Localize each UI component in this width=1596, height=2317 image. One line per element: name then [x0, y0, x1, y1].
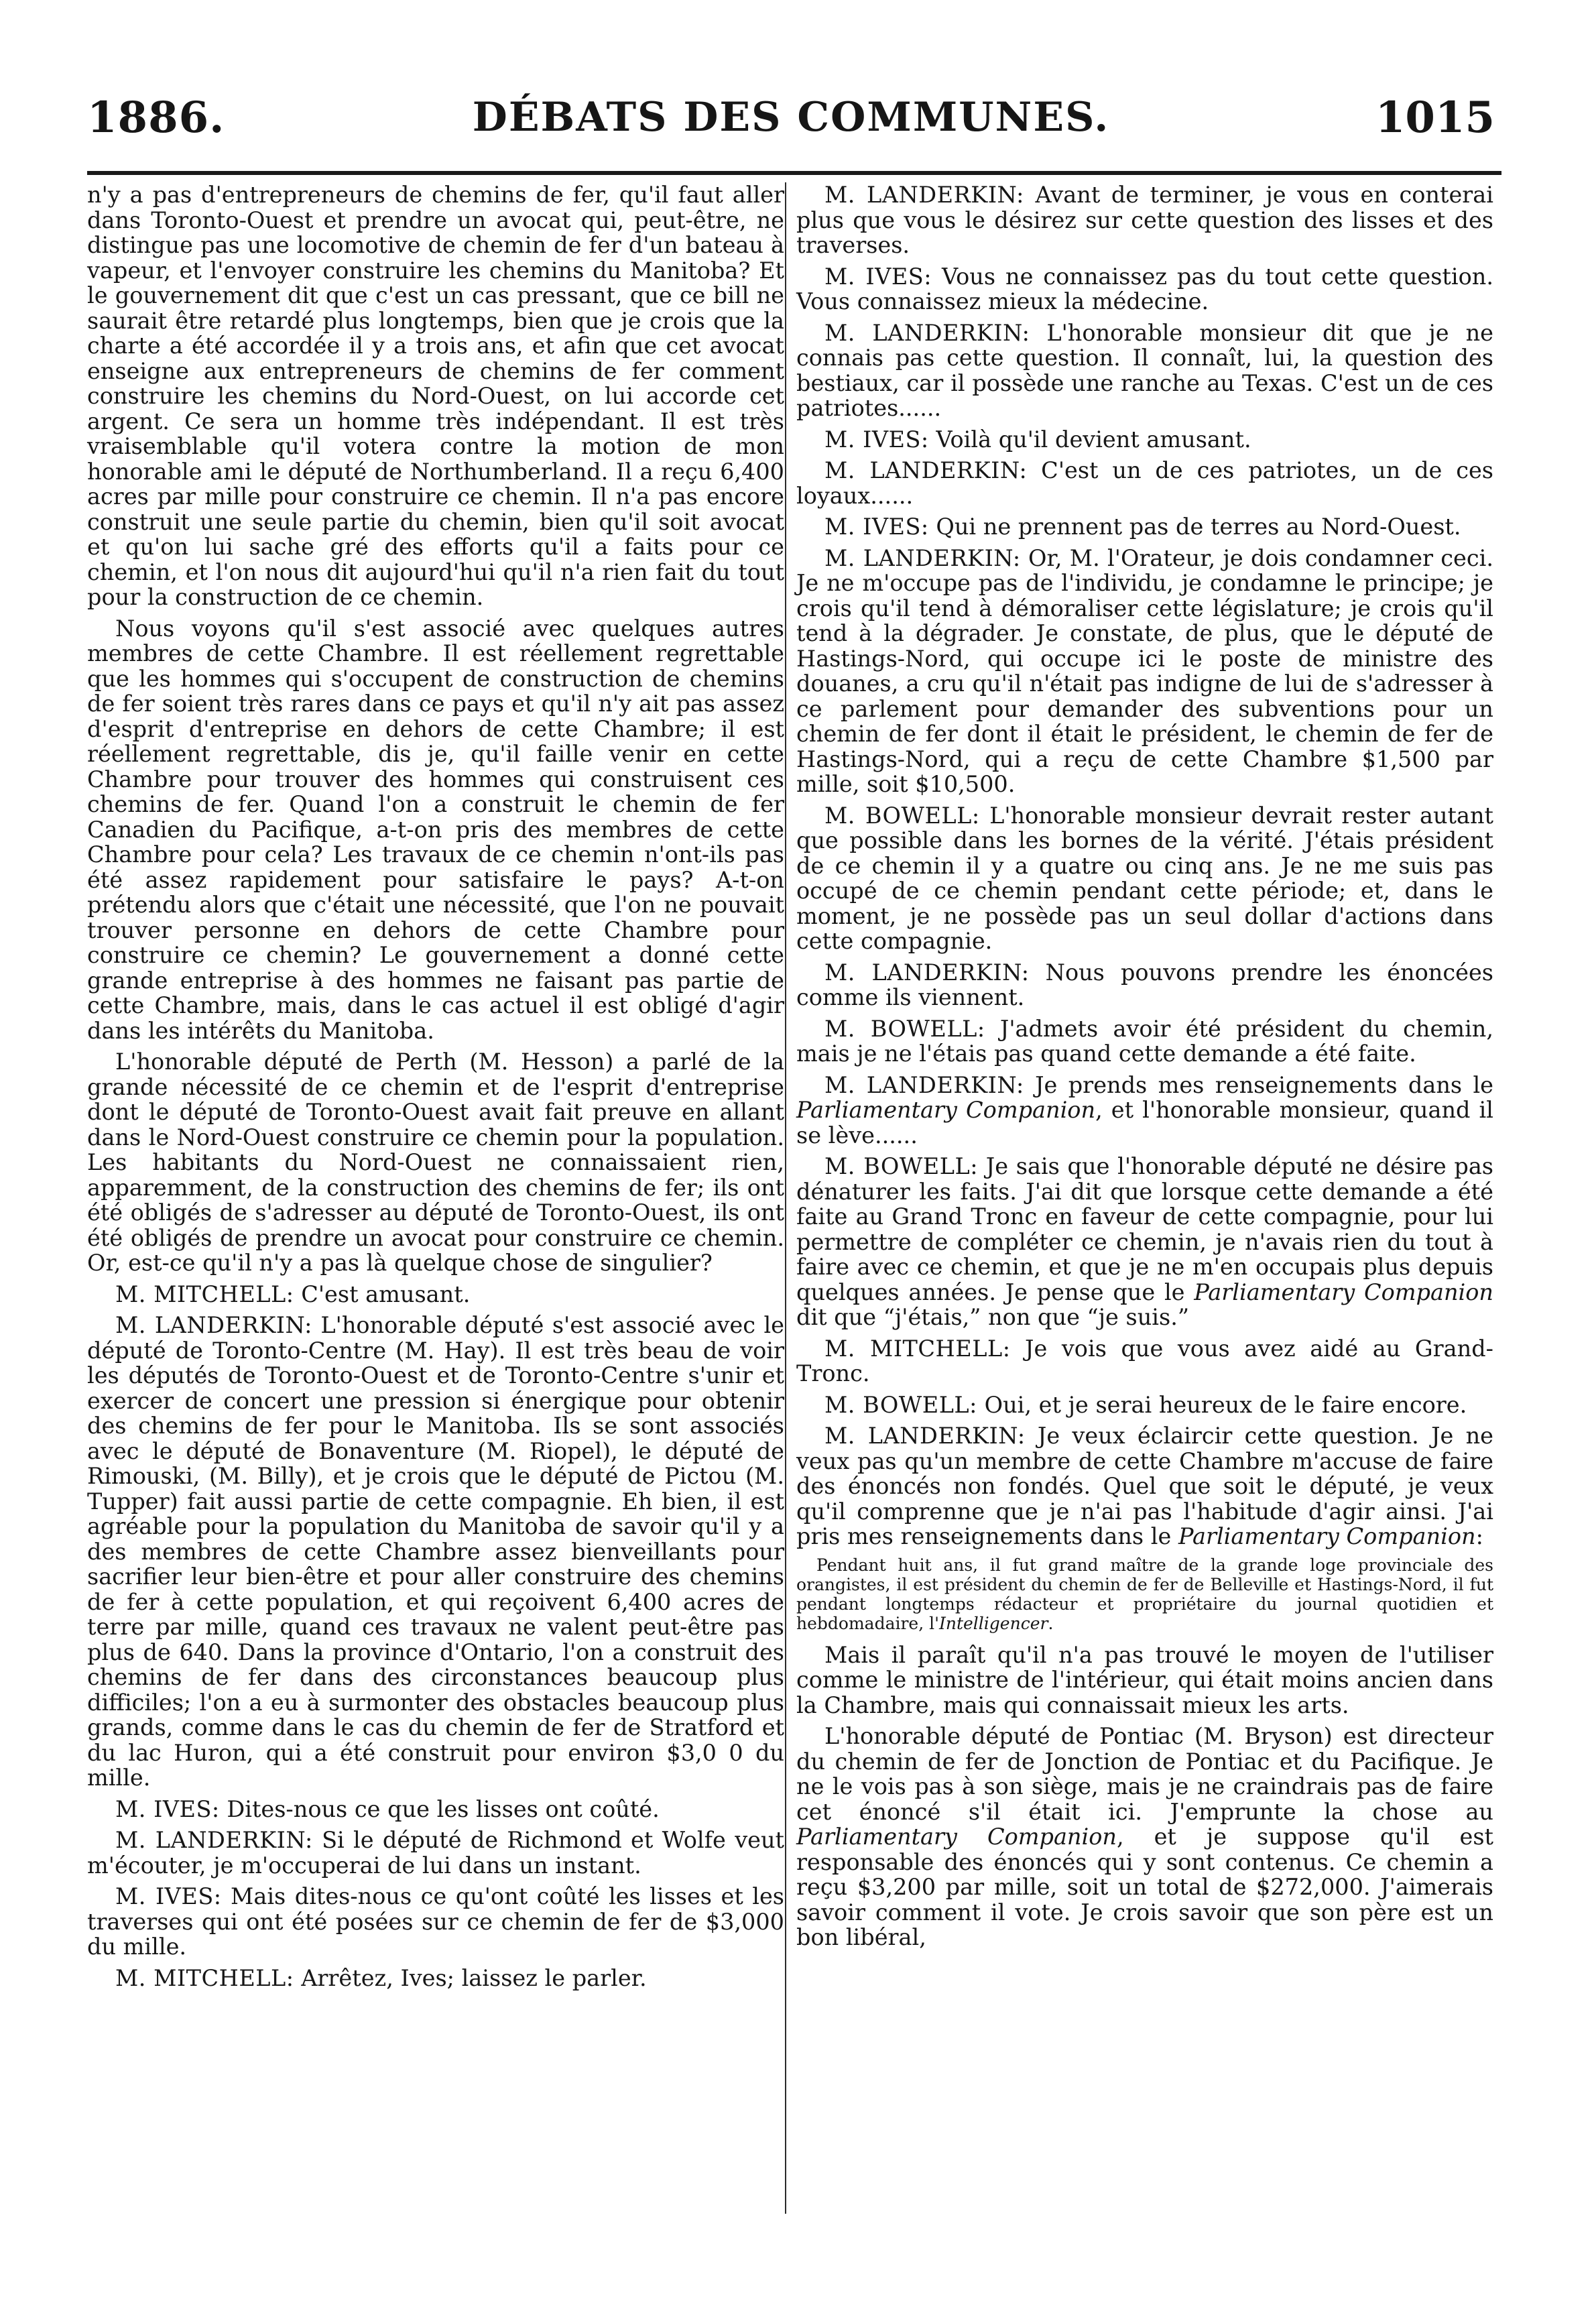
- paragraph-text: C'est amusant.: [294, 1281, 471, 1307]
- speech-paragraph: [796, 1154, 1493, 1330]
- speaker-name: M. LANDERKIN:: [115, 1312, 312, 1338]
- paragraph-text: Je veux éclaircir cette question. Je ne veux pas qu'un membre de cette Chambre m'accuse de faire des énoncés non fondés. Quel que soit le député, je veux qu'il comprenne que je n'ai pas l'habitude d'agir ainsi. J'ai pris mes renseignements dans le: [796, 1423, 1493, 1549]
- italic-title: Parliamentary Companion: [1194, 1279, 1493, 1305]
- italic-title: Parliamentary Companion: [796, 1824, 1117, 1850]
- speech-paragraph: [796, 182, 1493, 258]
- speaker-name: M. MITCHELL:: [115, 1964, 294, 1991]
- speech-paragraph: [796, 514, 1493, 540]
- speaker-name: M. IVES:: [824, 263, 932, 290]
- speaker-name: M. MITCHELL:: [115, 1281, 294, 1307]
- paragraph-text: C'est un de ces patriotes, un de ces loyaux......: [796, 457, 1493, 509]
- paragraph-text: Pendant huit ans, il fut grand maître de la grande loge provinciale des orangistes, il est président du chemin de fer de Belleville et Hastings-Nord, il fut pendant longtemps rédacteur et propriétaire du journal quotidien et hebdomadaire, l': [796, 1555, 1493, 1633]
- paragraph-text: L'honorable député s'est associé avec le député de Toronto-Centre (M. Hay). Il est très beau de voir les députés de Toronto-Ouest et de Toronto-Centre s'unir et exercer de concert une pression si énergique pour obtenir des chemins de fer pour le Manitoba. Ils se sont associés avec le député de Bonaventure (M. Riopel), le député de Rimouski, (M. Billy), et je crois que le député de Pictou (M. Tupper) fait aussi partie de cette compagnie. Eh bien, il est agréable pour la population du Manitoba de savoir qu'il y a des membres de cette Chambre assez bienveillants pour sacrifier leur bien-être et pour aller construire des chemins de fer à cette population, et qui reçoivent 6,400 acres de terre par mille, quand ces travaux ne valent peut-être pas plus de 640. Dans la province d'Ontario, l'on a construit des chemins de fer dans des circonstances beaucoup plus difficiles; l'on a eu à surmonter des obstacles beaucoup plus grands, comme dans le cas du chemin de fer de Stratford et du lac Huron, qui a été construit pour environ $3,0 0 du mille.: [87, 1312, 784, 1791]
- speaker-name: M. BOWELL:: [824, 1391, 977, 1418]
- speech-paragraph: [87, 1884, 784, 1960]
- speech-paragraph: [796, 546, 1493, 797]
- speech-paragraph: [796, 458, 1493, 508]
- text-paragraph: [796, 1724, 1493, 1950]
- paragraph-text: Avant de terminer, je vous en conterai plus que vous le désirez sur cette question des lisses et des traverses.: [796, 182, 1493, 258]
- paragraph-text: Oui, et je serai heureux de le faire encore.: [977, 1391, 1467, 1418]
- header-page-number: 1015: [1375, 93, 1495, 143]
- paragraph-text: L'honorable député de Perth (M. Hesson) a parlé de la grande nécessité de ce chemin et de l'esprit d'entreprise dont le député de Toronto-Ouest avait fait preuve en allant dans le Nord-Ouest construire ce chemin pour la population. Les habitants du Nord-Ouest ne connaissaient rien, apparemment, de la construction des chemins de fer; ils ont été obligés de s'adresser au député de Toronto-Ouest, ils ont été obligés de prendre un avocat pour construire ce chemin. Or, est-ce qu'il n'y a pas là quelque chose de singulier?: [87, 1049, 784, 1276]
- paragraph-text: J'admets avoir été président du chemin, mais je ne l'étais pas quand cette demande a été faite.: [796, 1015, 1494, 1067]
- header-year: 1886.: [87, 93, 225, 143]
- speaker-name: M. LANDERKIN:: [824, 544, 1021, 571]
- paragraph-text-continued: , et je suppose qu'il est responsable des énoncés qui y sont contenus. Ce chemin a reçu $3,200 par mille, soit un total de $272,000. J'aimerais savoir comment il vote. Je crois savoir que son père est un bon libéral,: [796, 1824, 1493, 1950]
- speech-paragraph: [796, 427, 1493, 453]
- text-paragraph: [87, 616, 784, 1044]
- paragraph-text: Voilà qu'il devient amusant.: [928, 426, 1251, 453]
- speaker-name: M. BOWELL:: [824, 1153, 979, 1179]
- paragraph-text: Qui ne prennent pas de terres au Nord-Ouest.: [928, 514, 1461, 540]
- paragraph-text-continued: :: [1475, 1523, 1483, 1549]
- paragraph-text: L'honorable monsieur dit que je ne connais pas cette question. Il connaît, lui, la question des bestiaux, car il possède une ranche au Texas. C'est un de ces patriotes......: [796, 319, 1493, 421]
- paragraph-text: Je sais que l'honorable député ne désire pas dénaturer les faits. J'ai dit que lorsque cette demande a été faite au Grand Tronc en faveur de cette compagnie, pour lui permettre de compléter ce chemin, je n'avais rien du tout à faire avec ce chemin, et que je ne m'en occupais plus depuis quelques années. Je pense que le: [796, 1153, 1493, 1305]
- speaker-name: M. LANDERKIN:: [824, 319, 1030, 346]
- header-title: DÉBATS DES COMMUNES.: [472, 94, 1110, 141]
- speech-paragraph: [796, 1016, 1493, 1067]
- italic-title: Intelligencer: [938, 1613, 1048, 1633]
- paragraph-text: Or, M. l'Orateur, je dois condamner ceci. Je ne m'occupe pas de l'individu, je condamne le principe; je crois qu'il tend à démoraliser cette législature; je crois qu'il tend à la dégrader. Je constate, de plus, que le député de Hastings-Nord, qui occupe ici le poste de ministre des douanes, a cru qu'il n'était pas indigne de lui de s'adresser à ce parlement pour demander des subventions pour un chemin de fer dont il était le président, le chemin de fer de Hastings-Nord, qui a reçu de cette Chambre $1,500 par mille, soit $10,500.: [796, 544, 1494, 797]
- italic-title: Parliamentary Companion: [1178, 1523, 1476, 1549]
- paragraph-text: Vous ne connaissez pas du tout cette question. Vous connaissez mieux la médecine.: [796, 263, 1493, 314]
- paragraph-text-continued: , et l'honorable monsieur, quand il se lève......: [796, 1097, 1493, 1148]
- paragraph-text: n'y a pas d'entrepreneurs de chemins de fer, qu'il faut aller dans Toronto-Ouest et prendre un avocat qui, peut-être, ne distingue pas une locomotive de chemin de fer d'un bateau à vapeur, et l'envoyer construire les chemins du Manitoba? Et le gouvernement dit que c'est un cas pressant, que ce bill ne saurait être retardé plus longtemps, bien que je crois que la charte a été accordée il y a trois ans, et afin que cet avocat enseigne aux entrepreneurs de chemins de fer comment construire les chemins du Nord-Ouest, on lui accorde cet argent. Ce sera un homme très indépendant. Il est très vraisemblable qu'il votera contre la motion de mon honorable ami le député de Northumberland. Il a reçu 6,400 acres par mille pour construire ce chemin. Il n'a pas encore construit une seule partie du chemin, bien qu'il soit avocat et qu'on lui sache gré des efforts qu'il a faits pour ce chemin, et l'on nous dit aujourd'hui qu'il n'a rien fait du tout pour la construction de ce chemin.: [87, 182, 784, 610]
- paragraph-text: Nous pouvons prendre les énoncées comme ils viennent.: [796, 959, 1493, 1010]
- speaker-name: M. IVES:: [115, 1883, 222, 1909]
- quoted-passage: [796, 1555, 1493, 1633]
- speech-paragraph: [796, 1336, 1493, 1386]
- speech-paragraph: [87, 1828, 784, 1878]
- speaker-name: M. MITCHELL:: [824, 1335, 1011, 1362]
- speaker-name: M. IVES:: [824, 514, 929, 540]
- speaker-name: M. LANDERKIN:: [824, 959, 1030, 986]
- speech-paragraph: [796, 803, 1493, 954]
- header-rule: [87, 171, 1501, 175]
- speaker-name: M. LANDERKIN:: [824, 457, 1028, 483]
- left-column: [87, 182, 784, 1997]
- speech-paragraph: [796, 264, 1493, 314]
- speaker-name: M. LANDERKIN:: [115, 1827, 313, 1853]
- text-paragraph: [796, 1643, 1493, 1718]
- speech-paragraph: [796, 1392, 1493, 1418]
- text-paragraph: [87, 1049, 784, 1276]
- speech-paragraph: [87, 1797, 784, 1822]
- speech-paragraph: [796, 320, 1493, 421]
- text-paragraph: [87, 182, 784, 610]
- paragraph-text: Arrêtez, Ives; laissez le parler.: [294, 1964, 647, 1991]
- speech-paragraph: [796, 1423, 1493, 1549]
- paragraph-text: Je prends mes renseignements dans le: [1024, 1071, 1493, 1098]
- speech-paragraph: [87, 1313, 784, 1791]
- speaker-name: M. LANDERKIN:: [824, 1071, 1024, 1098]
- paragraph-text: Dites-nous ce que les lisses ont coûté.: [219, 1795, 660, 1822]
- speech-paragraph: [796, 960, 1493, 1010]
- paragraph-text: Mais dites-nous ce qu'ont coûté les lisses et les traverses qui ont été posées sur ce chemin de fer de $3,000 du mille.: [87, 1883, 784, 1960]
- speaker-name: M. IVES:: [115, 1795, 220, 1822]
- speech-paragraph: [87, 1966, 784, 1991]
- paragraph-text: Je vois que vous avez aidé au Grand-Tronc.: [796, 1335, 1493, 1386]
- italic-title: Parliamentary Companion: [796, 1097, 1096, 1123]
- speaker-name: M. LANDERKIN:: [824, 1423, 1026, 1449]
- page-header: [87, 87, 1495, 168]
- paragraph-text-continued: dit que “j'étais,” non que “je suis.”: [796, 1304, 1189, 1330]
- speaker-name: M. BOWELL:: [824, 802, 980, 829]
- paragraph-text: Nous voyons qu'il s'est associé avec quelques autres membres de cette Chambre. Il est réellement regrettable que les hommes qui s'occupent de construction de chemins de fer soient très rares dans ce pays et qu'il n'y ait pas assez d'esprit d'entreprise en dehors de cette Chambre; il est réellement regrettable, dis je, qu'il faille venir en cette Chambre pour trouver des hommes qui construisent ces chemins de fer. Quand l'on a construit le chemin de fer Canadien du Pacifique, a-t-on pris des membres de cette Chambre pour cela? Les travaux de ce chemin n'ont-ils pas été assez rapidement pour satisfaire le pays? A-t-on prétendu alors que c'était une nécessité, que l'on ne pouvait trouver personne en dehors de cette Chambre pour construire ce chemin? Le gouvernement a donné cette grande entreprise à des hommes ne faisant pas partie de cette Chambre, mais, dans le cas actuel il est obligé d'agir dans les intérêts du Manitoba.: [87, 615, 784, 1044]
- paragraph-text-continued: .: [1048, 1613, 1054, 1633]
- right-column: [796, 182, 1493, 1956]
- speaker-name: M. LANDERKIN:: [824, 182, 1024, 208]
- speech-paragraph: [796, 1073, 1493, 1148]
- paragraph-text: L'honorable monsieur devrait rester autant que possible dans les bornes de la vérité. J'étais président de ce chemin il y a quatre ou cinq ans. Je ne me suis pas occupé de ce chemin pendant cette période; et, dans le moment, je ne possède pas un seul dollar d'actions dans cette compagnie.: [796, 802, 1494, 954]
- speaker-name: M. BOWELL:: [824, 1015, 985, 1042]
- paragraph-text: Si le député de Richmond et Wolfe veut m'écouter, je m'occuperai de lui dans un instant.: [87, 1827, 784, 1879]
- speech-paragraph: [87, 1282, 784, 1307]
- speaker-name: M. IVES:: [824, 426, 929, 453]
- column-divider: [785, 182, 786, 2214]
- paragraph-text: L'honorable député de Pontiac (M. Bryson) est directeur du chemin de fer de Jonction de Pontiac et du Pacifique. Je ne le vois pas à son siège, mais je ne craindrais pas de faire cet énoncé s'il était ici. J'emprunte la chose au: [796, 1723, 1493, 1825]
- paragraph-text: Mais il paraît qu'il n'a pas trouvé le moyen de l'utiliser comme le ministre de l'intérieur, qui était moins ancien dans la Chambre, mais qui connaissait mieux les arts.: [796, 1641, 1493, 1718]
